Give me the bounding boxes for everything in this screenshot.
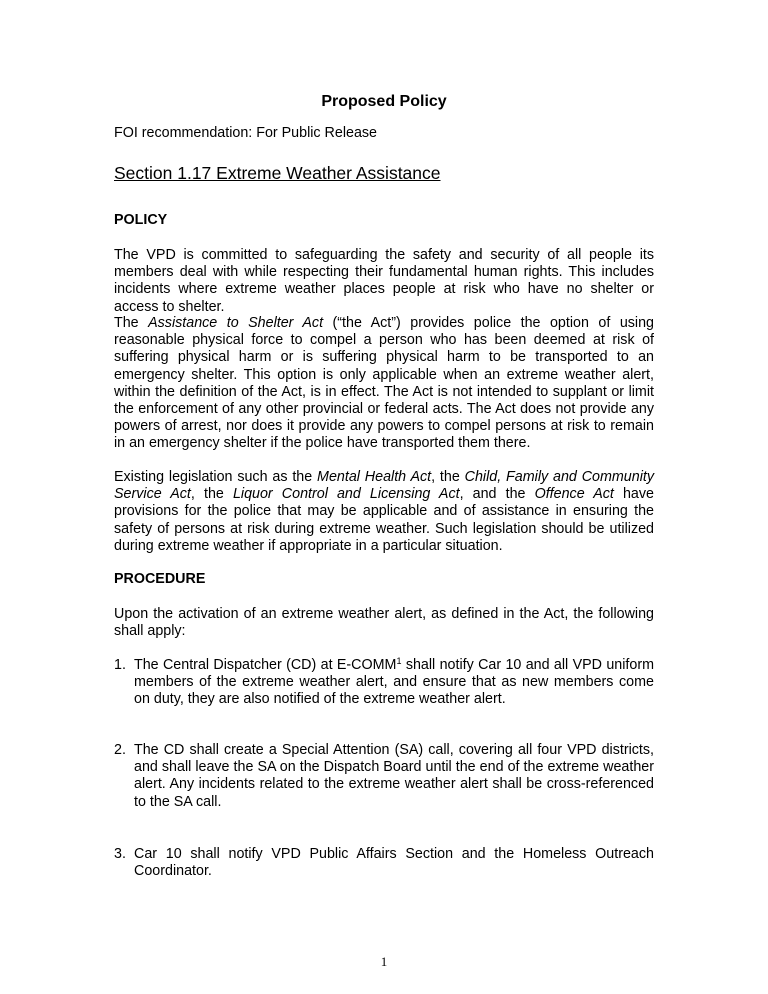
- page-number: 1: [380, 954, 388, 969]
- procedure-item-3: [114, 846, 654, 880]
- procedure-item-1: [114, 656, 654, 709]
- procedure-heading: PROCEDURE: [114, 571, 206, 587]
- section-title: Section 1.17 Extreme Weather Assistance: [114, 163, 441, 183]
- text-run: , and the: [459, 486, 535, 503]
- foi-recommendation: FOI recommendation: For Public Release: [114, 125, 378, 141]
- footnote-reference: 1: [396, 656, 402, 666]
- act-name: Child, Family and Community Service Act: [114, 469, 654, 503]
- policy-paragraph-3: [114, 469, 654, 555]
- act-name: Offence Act: [534, 486, 614, 503]
- document-title: Proposed Policy: [321, 93, 447, 110]
- text-run: (“the Act”) provides police the option of using reasonable physical force to compel a person who has been deemed at risk of suffering physical harm or is suffering physical harm to be transported to an emergency shelter. This option is only applicable when an extreme weather alert, within the definition of the Act, is in effect. The Act is not intended to supplant or limit the enforcement of any other provincial or federal acts. The Act does not provide any powers of arrest, nor does it provide any powers to compel persons at risk to remain in an emergency shelter if the police have transported them there.: [114, 315, 654, 452]
- policy-paragraph-2: [114, 315, 654, 453]
- text-run: Existing legislation such as the: [114, 469, 318, 485]
- text-run: , the: [190, 486, 233, 503]
- item-text: Car 10 shall notify VPD Public Affairs Section and the Homeless Outreach Coordinator.: [134, 846, 654, 880]
- procedure-intro: Upon the activation of an extreme weather alert, as defined in the Act, the following shall apply:: [114, 606, 654, 640]
- act-name: Mental Health Act: [317, 469, 432, 485]
- item-text: shall notify Car 10 and all VPD uniform members of the extreme weather alert, and ensure that as new members come on duty, they are also notified of the extreme weather alert.: [134, 657, 654, 708]
- item-text: The Central Dispatcher (CD) at E-COMM: [134, 657, 397, 673]
- item-number: 1.: [114, 657, 126, 673]
- item-text: The CD shall create a Special Attention (SA) call, covering all four VPD districts, and shall leave the SA on the Dispatch Board until the end of the extreme weather alert. Any incidents related to the extreme weather alert shall be cross-referenced to the SA call.: [134, 742, 654, 810]
- act-name: Assistance to Shelter Act: [148, 315, 324, 331]
- text-run: The: [114, 315, 149, 331]
- text-run: have provisions for the police that may be applicable and of assistance in ensuring the safety of persons at risk during extreme weather. Such legislation should be utilized during extreme weather if appropriate in a particular situation.: [114, 486, 654, 554]
- procedure-item-2: [114, 742, 654, 811]
- item-number: 2.: [114, 742, 126, 758]
- policy-paragraph-1: The VPD is committed to safeguarding the safety and security of all people its members deal with while respecting their fundamental human rights. This includes incidents where extreme weather places people at risk who have no shelter or access to shelter.: [114, 247, 654, 315]
- item-number: 3.: [114, 846, 126, 862]
- text-run: , the: [431, 469, 465, 485]
- policy-heading: POLICY: [114, 212, 168, 228]
- act-name: Liquor Control and Licensing Act: [232, 486, 460, 503]
